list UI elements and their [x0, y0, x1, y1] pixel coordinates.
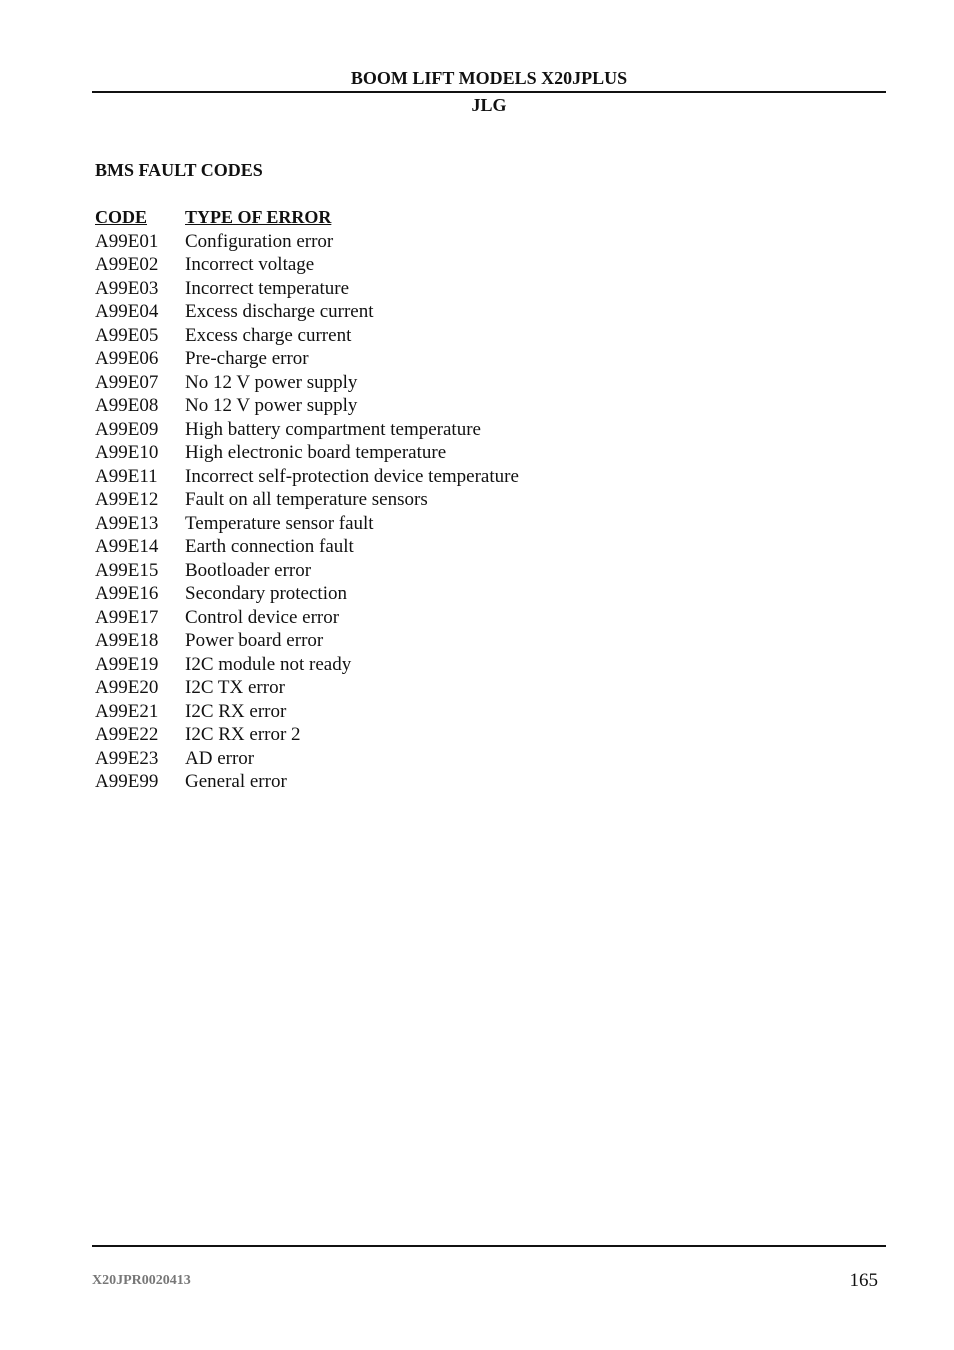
- column-header-code: CODE: [95, 207, 148, 227]
- fault-code: A99E11: [95, 465, 158, 487]
- fault-code: A99E99: [95, 771, 159, 792]
- error-description: General error: [185, 771, 287, 792]
- table-row: [95, 324, 519, 348]
- error-description: Power board error: [185, 630, 324, 651]
- table-row: [95, 723, 519, 747]
- fault-code: A99E06: [95, 348, 159, 369]
- table-row: [95, 512, 519, 536]
- table-row: [95, 606, 519, 630]
- fault-code: A99E16: [95, 583, 159, 604]
- error-description: Earth connection fault: [185, 536, 354, 557]
- error-description: High electronic board temperature: [185, 442, 447, 463]
- header-divider: [92, 91, 886, 93]
- error-description: Incorrect voltage: [185, 254, 315, 275]
- table-header-row: [95, 206, 519, 230]
- table-row: [95, 441, 519, 465]
- error-description: No 12 V power supply: [185, 371, 358, 393]
- error-description: Excess discharge current: [185, 301, 374, 322]
- fault-code: A99E19: [95, 653, 159, 675]
- table-row: [95, 676, 519, 700]
- error-description: I2C TX error: [185, 677, 285, 698]
- page-number: 165: [849, 1270, 878, 1291]
- fault-code-table: [95, 206, 519, 794]
- fault-code: A99E14: [95, 536, 159, 557]
- fault-code: A99E22: [95, 724, 159, 745]
- fault-code: A99E21: [95, 700, 159, 722]
- table-row: [95, 300, 519, 324]
- fault-code: A99E13: [95, 512, 159, 534]
- error-description: Bootloader error: [185, 559, 312, 581]
- error-description: I2C RX error: [185, 700, 287, 722]
- fault-code: A99E10: [95, 442, 159, 463]
- fault-code: A99E18: [95, 630, 159, 651]
- fault-code: A99E17: [95, 606, 159, 628]
- fault-code: A99E12: [95, 489, 159, 510]
- table-row: [95, 559, 519, 583]
- error-description: High battery compartment temperature: [185, 418, 481, 440]
- table-row: [95, 230, 519, 254]
- table-row: [95, 747, 519, 771]
- fault-code: A99E03: [95, 277, 159, 299]
- table-row: [95, 535, 519, 559]
- fault-code: A99E23: [95, 747, 159, 769]
- fault-code: A99E08: [95, 395, 159, 416]
- table-row: [95, 371, 519, 395]
- fault-code: A99E20: [95, 677, 159, 698]
- fault-code: A99E15: [95, 559, 159, 581]
- table-row: [95, 277, 519, 301]
- fault-code: A99E09: [95, 418, 159, 440]
- error-description: Configuration error: [185, 230, 334, 252]
- fault-code: A99E02: [95, 254, 159, 275]
- table-row: [95, 629, 519, 653]
- footer-divider: [92, 1245, 886, 1247]
- fault-code: A99E01: [95, 230, 159, 252]
- document-header-brand: JLG: [471, 95, 507, 115]
- table-row: [95, 582, 519, 606]
- table-row: [95, 653, 519, 677]
- error-description: Incorrect self-protection device temperature: [185, 465, 519, 487]
- table-row: [95, 700, 519, 724]
- document-id: X20JPR0020413: [92, 1273, 191, 1288]
- error-description: I2C RX error 2: [185, 724, 301, 745]
- error-description: Control device error: [185, 606, 340, 628]
- fault-code: A99E07: [95, 371, 159, 393]
- fault-code: A99E05: [95, 324, 159, 346]
- fault-code: A99E04: [95, 301, 159, 322]
- error-description: Fault on all temperature sensors: [185, 489, 428, 510]
- error-description: Temperature sensor fault: [185, 512, 374, 534]
- error-description: Secondary protection: [185, 583, 347, 604]
- column-header-type: TYPE OF ERROR: [185, 207, 332, 227]
- error-description: No 12 V power supply: [185, 395, 358, 416]
- table-row: [95, 465, 519, 489]
- error-description: AD error: [185, 747, 255, 769]
- table-row: [95, 394, 519, 418]
- table-row: [95, 488, 519, 512]
- error-description: I2C module not ready: [185, 653, 352, 675]
- document-header-title: BOOM LIFT MODELS X20JPLUS: [350, 68, 628, 88]
- section-title: BMS FAULT CODES: [95, 160, 263, 180]
- table-row: [95, 418, 519, 442]
- table-body: [95, 230, 519, 794]
- error-description: Incorrect temperature: [185, 277, 350, 299]
- error-description: Pre-charge error: [185, 348, 309, 369]
- table-row: [95, 253, 519, 277]
- error-description: Excess charge current: [185, 324, 352, 346]
- table-row: [95, 347, 519, 371]
- table-row: [95, 770, 519, 794]
